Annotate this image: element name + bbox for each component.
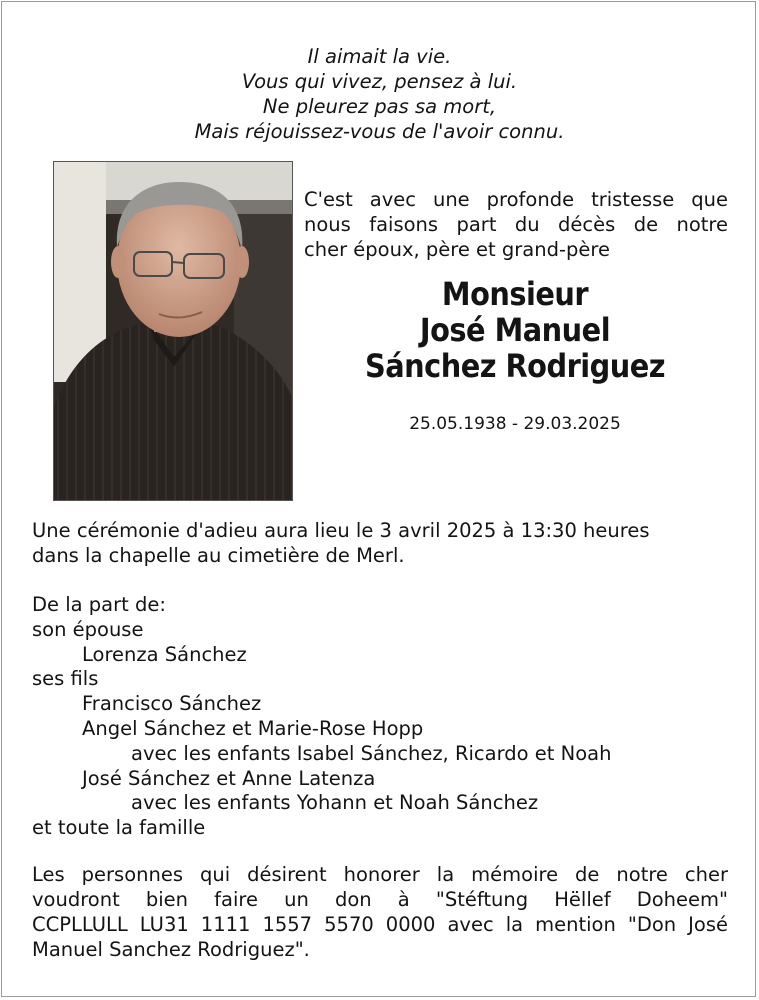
family-grandchildren: avec les enfants Yohann et Noah Sánchez bbox=[131, 791, 539, 815]
poem-line: Ne pleurez pas sa mort, bbox=[262, 95, 497, 118]
intro-line: C'est avec une profonde tristesse que bbox=[304, 188, 728, 211]
poem-line: Il aimait la vie. bbox=[307, 45, 452, 68]
life-dates: 25.05.1938 - 29.03.2025 bbox=[409, 414, 621, 434]
donation-line: CCPLLULL LU31 1111 1557 5570 0000 avec la mention "Don José bbox=[32, 913, 728, 936]
family-spouse: Lorenza Sánchez bbox=[82, 642, 247, 666]
portrait-photo bbox=[53, 161, 293, 501]
family-son: José Sánchez et Anne Latenza bbox=[82, 766, 376, 790]
name-title: Monsieur bbox=[441, 275, 589, 313]
family-grandchildren: avec les enfants Isabel Sánchez, Ricardo et Noah bbox=[131, 741, 612, 765]
donation-line: Les personnes qui désirent honorer la mémoire de notre cher bbox=[32, 863, 728, 886]
name-last: Sánchez Rodriguez bbox=[364, 347, 666, 385]
announcement-intro bbox=[304, 187, 728, 262]
family-rest: et toute la famille bbox=[32, 816, 206, 840]
family-son: Angel Sánchez et Marie-Rose Hopp bbox=[82, 716, 424, 740]
family-sons-label: ses fils bbox=[32, 667, 99, 691]
deceased-name bbox=[304, 276, 726, 384]
family-from: De la part de: bbox=[32, 593, 166, 616]
intro-line: nous faisons part du décès de notre bbox=[304, 213, 728, 236]
poem bbox=[0, 44, 759, 144]
ceremony-line: Une cérémonie d'adieu aura lieu le 3 avril 2025 à 13:30 heures bbox=[32, 519, 650, 542]
family-list bbox=[32, 593, 732, 841]
family-spouse-label: son épouse bbox=[32, 617, 144, 641]
donation-notice bbox=[32, 862, 728, 962]
ceremony-notice bbox=[32, 518, 728, 568]
poem-line: Mais réjouissez-vous de l'avoir connu. bbox=[194, 120, 565, 143]
donation-line: Manuel Sanchez Rodriguez". bbox=[32, 938, 310, 961]
family-son: Francisco Sánchez bbox=[82, 692, 262, 716]
poem-line: Vous qui vivez, pensez à lui. bbox=[241, 70, 518, 93]
ceremony-line: dans la chapelle au cimetière de Merl. bbox=[32, 544, 405, 567]
donation-line: voudront bien faire un don à "Stéftung Hëllef Doheem" bbox=[32, 888, 728, 911]
intro-line: cher époux, père et grand-père bbox=[304, 238, 610, 261]
name-first: José Manuel bbox=[419, 311, 611, 349]
